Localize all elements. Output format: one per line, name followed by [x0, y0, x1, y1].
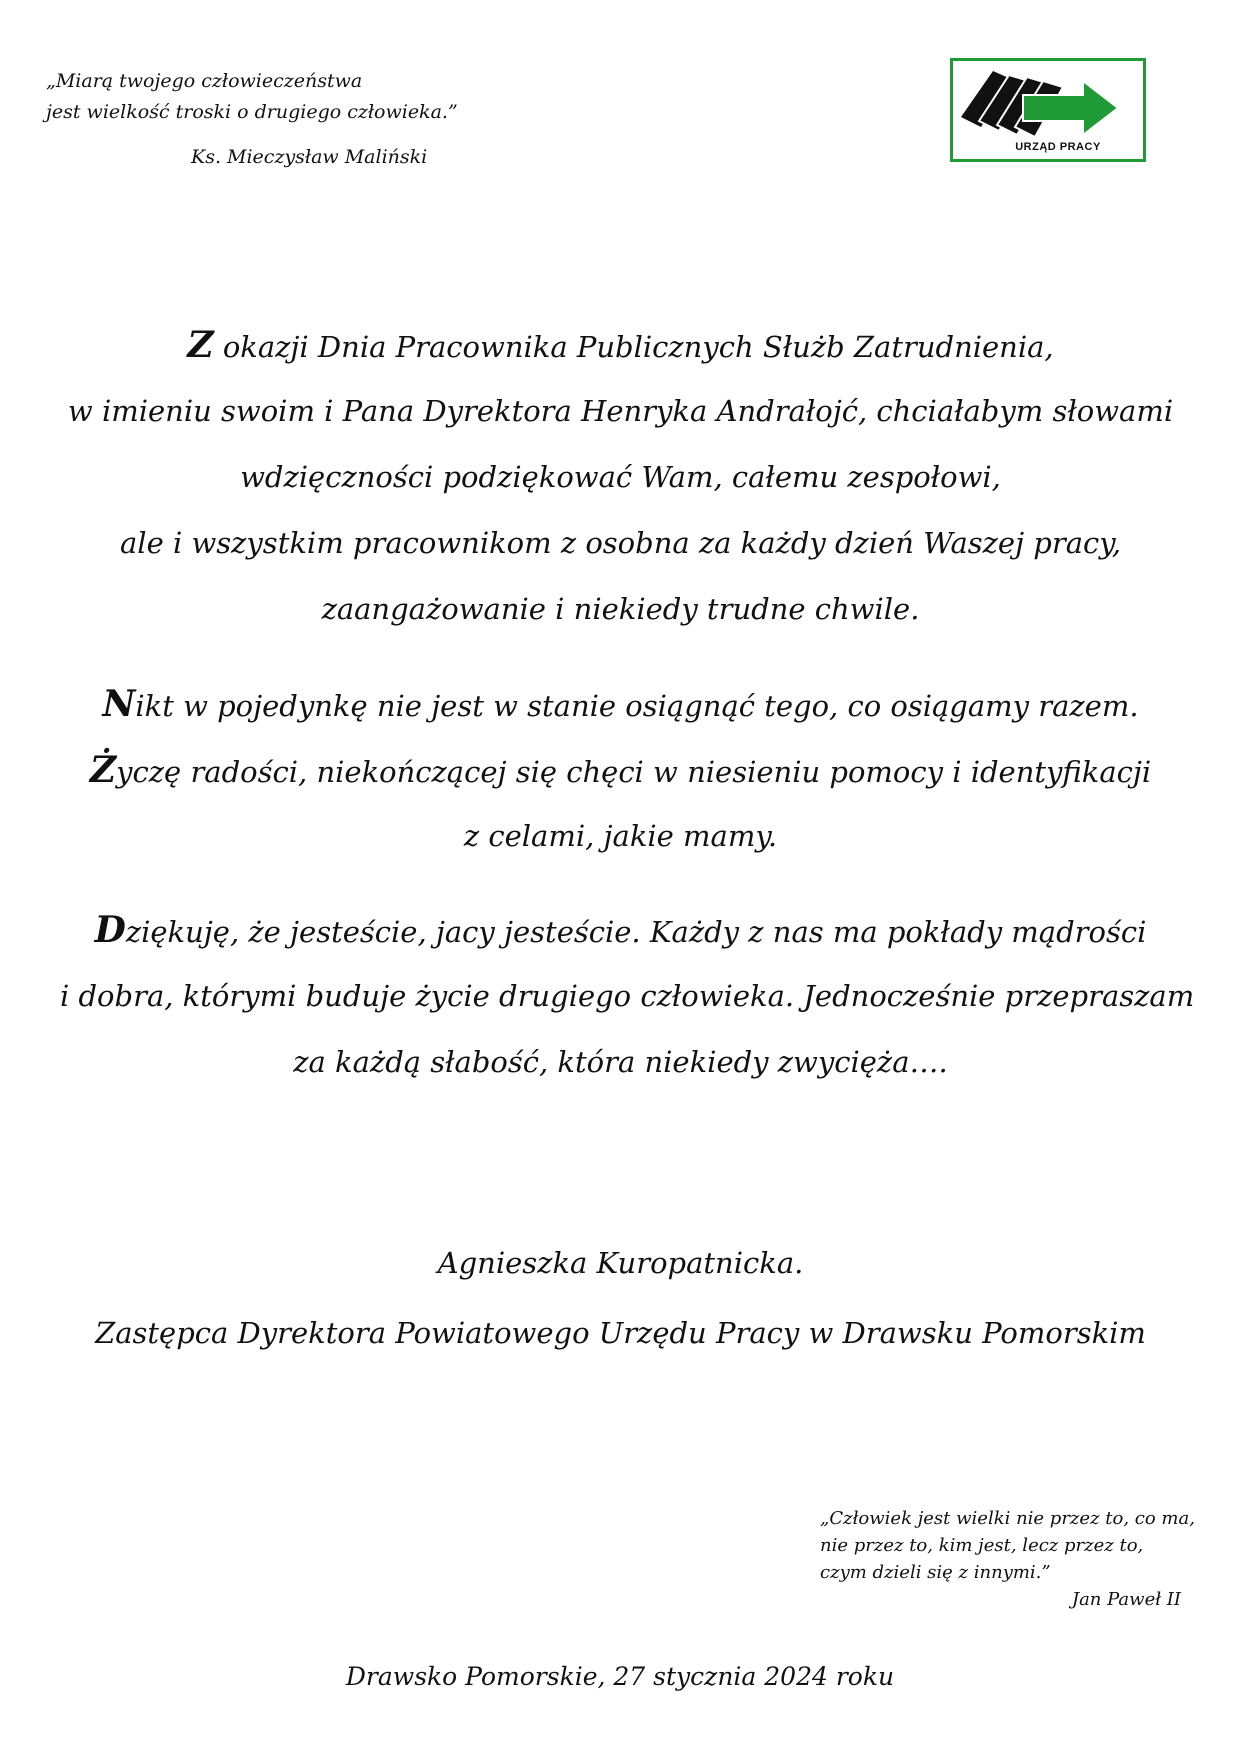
paragraph-3-line-1: [60, 897, 1181, 963]
logo-text: URZĄD PRACY: [1015, 141, 1101, 153]
signature-name: Agnieszka Kuropatnicka.: [437, 1246, 804, 1280]
paragraph-3-line-1-text: ziękuję, że jesteście, jacy jesteście. Każdy z nas ma pokłady mądrości: [125, 915, 1147, 949]
paragraph-3-line-3: za każdą słabość, która niekiedy zwycięża….: [293, 1045, 948, 1079]
paragraph-1-initial: Z: [187, 324, 214, 366]
paragraph-1-line-3: wdzięczności podziękować Wam, całemu zespołowi,: [240, 460, 1001, 494]
paragraph-1-line-2: w imieniu swoim i Pana Dyrektora Henryka Andrałojć, chciałabym słowami: [67, 394, 1174, 428]
signature-title: Zastępca Dyrektora Powiatowego Urzędu Pracy w Drawsku Pomorskim: [95, 1316, 1146, 1350]
paragraph-2-line-2-text: yczę radości, niekończącej się chęci w niesieniu pomocy i identyfikacji: [116, 755, 1152, 789]
paragraph-2-second-initial: Ż: [89, 749, 117, 791]
top-quote: [46, 66, 458, 173]
bottom-quote-line-2: nie przez to, kim jest, lecz przez to,: [820, 1535, 1144, 1556]
paragraph-3-initial: D: [94, 909, 126, 951]
place-date: Drawsko Pomorskie, 27 stycznia 2024 roku: [345, 1662, 895, 1691]
paragraph-1-line-1: [60, 312, 1181, 378]
urzad-pracy-logo: [950, 58, 1146, 162]
paragraph-2-line-3: z celami, jakie mamy.: [463, 819, 778, 853]
paragraph-1: [60, 312, 1181, 642]
paragraph-2: [60, 671, 1181, 869]
signature-block: [60, 1228, 1181, 1368]
top-quote-line-2: jest wielkość troski o drugiego człowieka.”: [46, 101, 458, 123]
paragraph-2-line-2: [60, 737, 1181, 803]
bottom-quote-line-1: „Człowiek jest wielki nie przez to, co ma,: [820, 1508, 1195, 1529]
paragraph-3: [60, 897, 1195, 1095]
paragraph-2-line-1-text: ikt w pojedynkę nie jest w stanie osiągnąć tego, co osiągamy razem.: [135, 689, 1139, 723]
paragraph-3-line-2: i dobra, którymi buduje życie drugiego człowieka. Jednocześnie przepraszam: [60, 979, 1195, 1013]
paragraph-1-line-1-text: okazji Dnia Pracownika Publicznych Służb Zatrudnienia,: [213, 330, 1054, 364]
paragraph-2-initial: N: [102, 683, 136, 725]
bottom-quote-author: Jan Paweł II: [1071, 1589, 1181, 1610]
paragraph-2-line-1: [60, 671, 1181, 737]
paragraph-1-line-5: zaangażowanie i niekiedy trudne chwile.: [321, 592, 920, 626]
paragraph-1-line-4: ale i wszystkim pracownikom z osobna za każdy dzień Waszej pracy,: [120, 526, 1121, 560]
bottom-quote-line-3: czym dzieli się z innymi.”: [820, 1562, 1051, 1583]
top-quote-author: Ks. Mieczysław Maliński: [191, 146, 428, 168]
bottom-quote: [820, 1505, 1195, 1613]
top-quote-line-1: „Miarą twojego człowieczeństwa: [46, 70, 363, 92]
